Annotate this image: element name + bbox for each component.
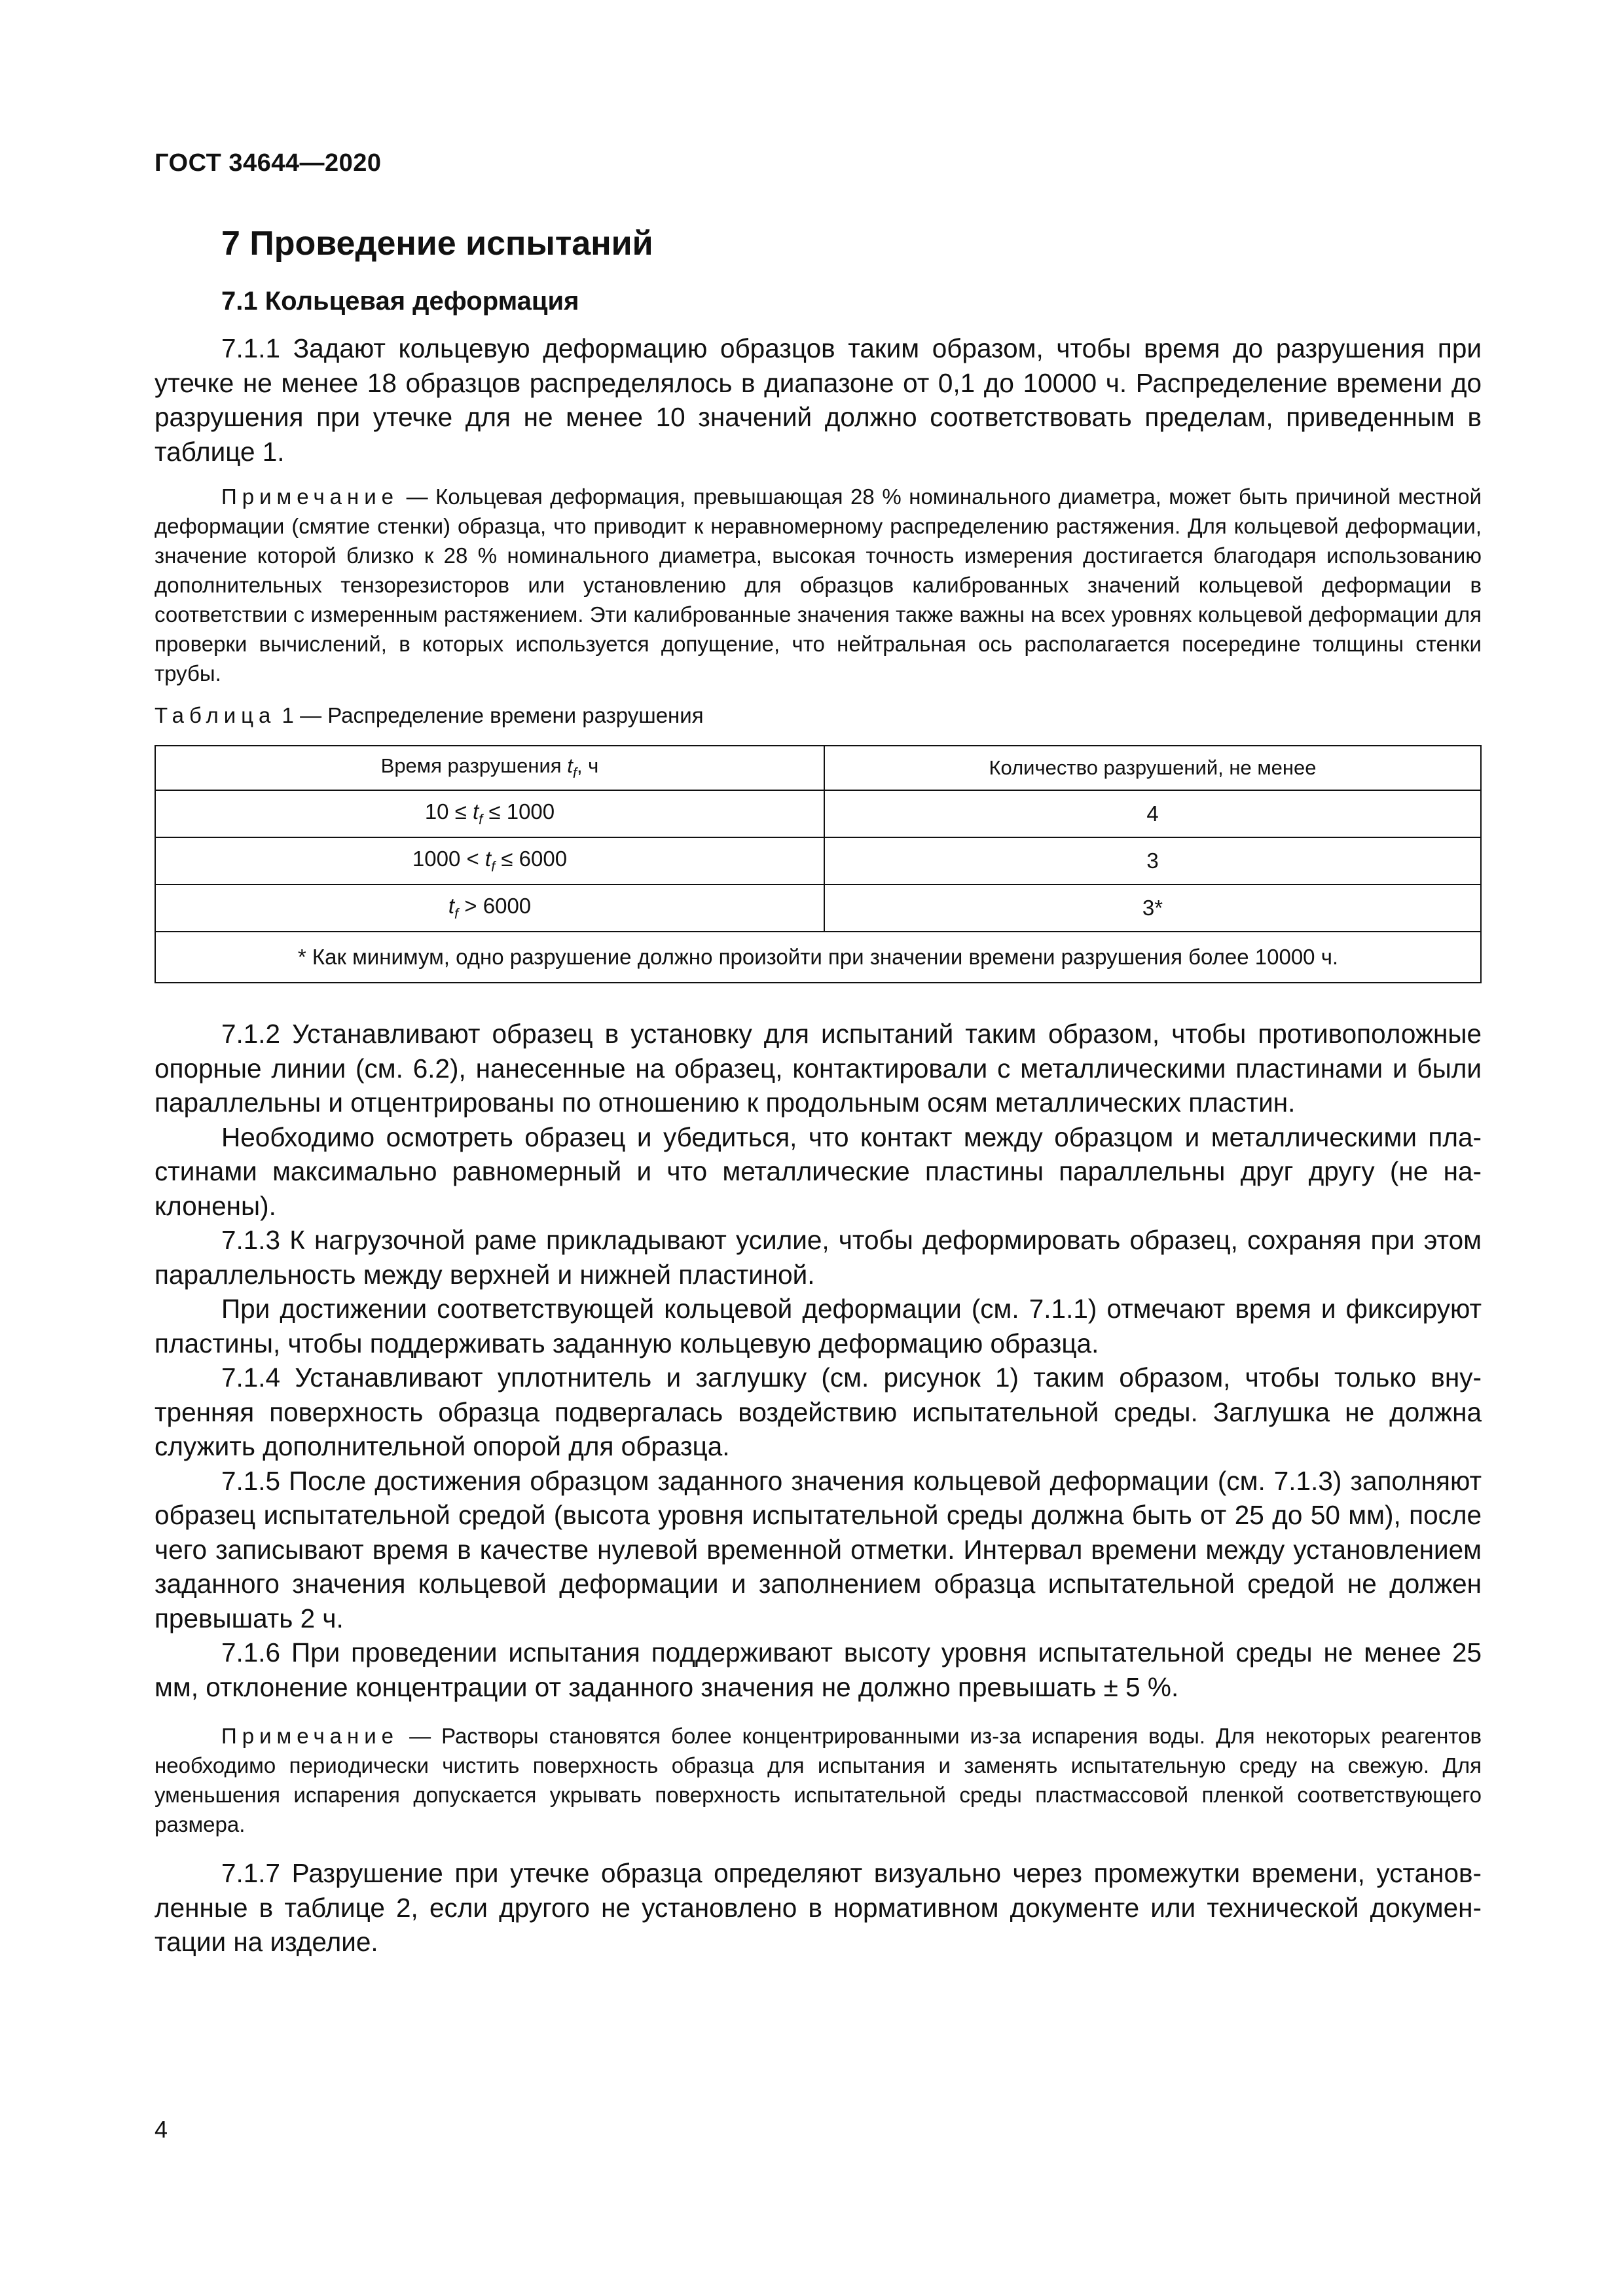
procedure-block: [155, 1017, 1482, 1959]
note-2-text: — Растворы становятся более концентрированными из-за испарения воды. Для некоторых реагентов необходимо периодически чистить поверхность образца для испытания и заменять испытательную среду на свежую. Для уменьшения испарения допускается укрывать поверхность испытательной среды пластмассовой пленкой соответствующего размера.: [155, 1724, 1482, 1836]
table-row: [155, 837, 1481, 884]
table-row: [155, 790, 1481, 837]
note-1-label: Примечание: [221, 484, 399, 509]
table-row: [155, 884, 1481, 932]
paragraph-7-1-3: 7.1.3 К нагрузочной раме прикладывают усилие, чтобы деформировать образец, сохраняя при этом параллельность между верхней и нижней пластиной.: [155, 1225, 1482, 1290]
note-1: [155, 482, 1482, 688]
table-header-count: Количество разрушений, не менее: [824, 746, 1481, 790]
table-cell-count: 3*: [824, 884, 1481, 932]
paragraph-fix: При достижении соответствующей кольцевой деформации (см. 7.1.1) отмечают время и фиксируют пластины, чтобы поддерживать заданную кольцевую деформацию образца.: [155, 1294, 1482, 1358]
paragraph-7-1-6: 7.1.6 При проведении испытания поддерживают высоту уровня испытательной среды не менее 25 мм, отклонение концентрации от заданного значения не должно превышать ± 5 %.: [155, 1637, 1482, 1702]
paragraph-7-1-5: 7.1.5 После достижения образцом заданного значения кольцевой деформации (см. 7.1.3) заполняют образец испытательной средой (высота уровня испытательной среды должна быть от 25 до 50 мм), после чего записывают время в качестве нулевой временной отметки. Интервал времени между установлением заданного значения кольцевой деформации и заполнением образца испытательной средой не должен превышать 2 ч.: [155, 1465, 1482, 1633]
table-header-row: [155, 746, 1481, 790]
paragraph-inspect: Необходимо осмотреть образец и убедиться, что контакт между образцом и металлическими пластинами максимально равномерный и что металлические пластины параллельны друг другу (не наклонены).: [155, 1121, 1482, 1221]
paragraph-7-1-7: 7.1.7 Разрушение при утечке образца определяют визуально через промежутки времени, установленные в таблице 2, если другого не установлено в нормативном документе или технической документации на изделие.: [155, 1858, 1482, 1957]
table-caption-label: Таблица: [155, 703, 276, 727]
table-header-time: Время разрушения $t_f$, ч: [155, 746, 824, 790]
paragraph-7-1-1: 7.1.1 Задают кольцевую деформацию образцов таким образом, чтобы время до разрушения при утечке не менее 18 образцов распределялось в диапазоне от 0,1 до 10000 ч. Распределение времени до разрушения при утечке для не менее 10 значений должно соответствовать пределам, приведенным в таблице 1.: [155, 333, 1482, 467]
table-cell-range: $1000 < t_f \le 6000$: [155, 837, 824, 884]
subsection-title: 7.1 Кольцевая деформация: [221, 287, 579, 316]
failure-time-table: [155, 745, 1482, 983]
intro-block: [155, 331, 1482, 688]
document-code: ГОСТ 34644—2020: [155, 149, 382, 177]
paragraph-7-1-4: 7.1.4 Устанавливают уплотнитель и заглушку (см. рисунок 1) таким образом, чтобы только внутренняя поверхность образца подвергалась воздействию испытательной среды. Заглушка не должна служить дополнительной опорой для образца.: [155, 1362, 1482, 1461]
table-caption: [155, 703, 704, 728]
table-footnote: * Как минимум, одно разрушение должно произойти при значении времени разрушения более 10000 ч.: [155, 932, 1481, 983]
table-cell-count: 4: [824, 790, 1481, 837]
section-title: 7 Проведение испытаний: [221, 225, 653, 263]
table-cell-range: $10 \le t_f \le 1000$: [155, 790, 824, 837]
table-caption-text: 1 — Распределение времени разрушения: [276, 703, 704, 727]
table-cell-range: $t_f > 6000$: [155, 884, 824, 932]
paragraph-7-1-2: 7.1.2 Устанавливают образец в установку для испытаний таким образом, чтобы противоположные опорные линии (см. 6.2), нанесенные на образец, контактировали с металлическими пластинами и были параллельны и отцентрированы по отношению к продольным осям металлических пластин.: [155, 1019, 1482, 1118]
page-number: 4: [155, 2116, 168, 2143]
note-2-label: Примечание: [221, 1724, 399, 1748]
table-footnote-row: [155, 932, 1481, 983]
table-cell-count: 3: [824, 837, 1481, 884]
note-1-text: — Кольцевая деформация, превышающая 28 % номинального диаметра, может быть причиной местной деформации (смятие стенки) образца, что приводит к неравномерному распределению растяжения. Для кольцевой деформации, значение которой близко к 28 % номинального диаметра, высокая точность измерения достигается благодаря использованию дополнительных тензорезисторов или установлению для образцов калиброванных значений кольцевой деформации в соответствии с измеренным растяжением. Эти калиброванные значения также важны на всех уровнях кольцевой деформации для проверки вычислений, в которых используется допущение, что нейтральная ось располагается посередине толщины стенки трубы.: [155, 484, 1482, 685]
note-2: [155, 1721, 1482, 1839]
